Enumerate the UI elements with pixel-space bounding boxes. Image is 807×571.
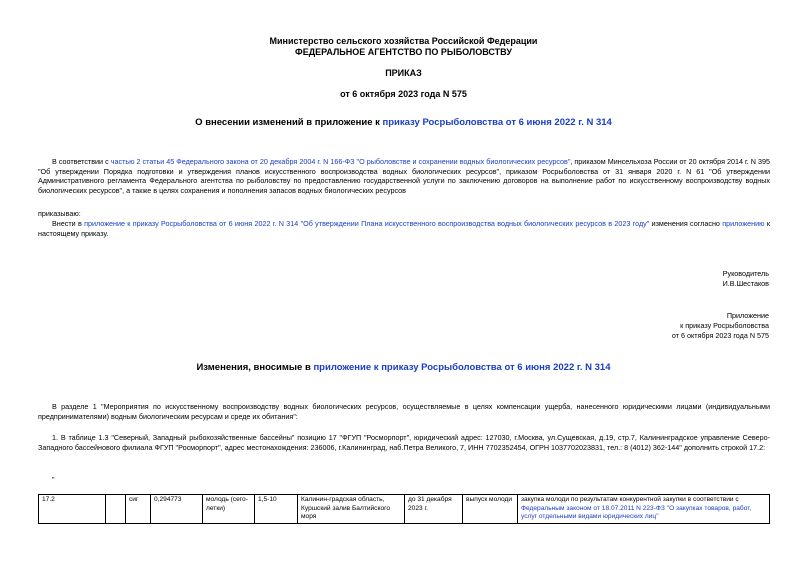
item1-text: 1. В таблице 1.3 "Северный, Западный рыбохозяйственные бассейны" позицию 17 "ФГУП "Росморпорт", юридический адрес: 127030, г.Москва, ул.Сущевская, д.19, стр.7, Калининградское управление Северо-Западного бассейнового филиала ФГУП "Росморпорт", адрес местонахождения: 236006, г.Калининград, наб.Петра Великого, 7, ИНН 7702352454, ОГРН 1037702023831, тел.: 8 (4012) 362-144" дополнить строкой 17.2: [38, 433, 770, 452]
preamble-paragraph [38, 157, 770, 195]
table-cell-quantity: 0,294773 [151, 495, 203, 524]
table-cell-empty [106, 495, 126, 524]
table-cell-activity: выпуск молоди [463, 495, 518, 524]
document-type: ПРИКАЗ [385, 68, 422, 78]
table-cell-method [518, 495, 770, 524]
agency-name: ФЕДЕРАЛЬНОЕ АГЕНТСТВО ПО РЫБОЛОВСТВУ [295, 47, 512, 57]
table-cell-stage: молодь (сего-летки) [203, 495, 255, 524]
order-text-1: Внести в [52, 219, 85, 228]
ministry-name: Министерство сельского хозяйства Российской Федерации [269, 36, 538, 46]
title-link[interactable]: приказу Росрыболовства от 6 июня 2022 г. N 314 [382, 117, 612, 128]
section1-paragraph [38, 402, 770, 421]
table-method-link[interactable]: Федеральным законом от 18.07.2011 N 223-ФЗ "О закупках товаров, работ, услуг отдельными видами юридических лиц" [521, 504, 752, 521]
table-cell-deadline: до 31 декабря 2023 г. [405, 495, 463, 524]
changes-title-text: Изменения, вносимые в [196, 362, 314, 373]
document-title-text: О внесении изменений в приложение к [195, 117, 383, 128]
table-cell-weight: 1,5-10 [255, 495, 298, 524]
section1-text: В разделе 1 "Мероприятия по искусственному воспроизводству водных биологических ресурсов, осуществляемые в целях компенсации ущерба, нанесенного юридическими лицами (индивидуальными предпринимателями) водным биологическим ресурсам и среде их обитания": [38, 402, 770, 421]
order-link-appendix[interactable]: приложение к приказу Росрыболовства от 6 июня 2022 г. N 314 "Об утверждении Плана искусственного воспроизводства водных биологических ресурсов в 2023 году" [84, 219, 650, 228]
changes-title-link[interactable]: приложение к приказу Росрыболовства от 6 июня 2022 г. N 314 [313, 362, 611, 373]
document-date-number: от 6 октября 2023 года N 575 [340, 89, 467, 99]
preamble-link[interactable]: частью 2 статьи 45 Федерального закона от 20 декабря 2004 г. N 166-ФЗ "О рыболовстве и сохранении водных биологических ресурсов" [110, 157, 571, 166]
item1-paragraph [38, 433, 770, 452]
appendix-date-number: от 6 октября 2023 года N 575 [671, 331, 769, 340]
document-title [0, 117, 807, 128]
preamble-text-1: В соответствии с [52, 157, 111, 166]
changes-title [0, 362, 807, 373]
appendix-order-ref: к приказу Росрыболовства [680, 321, 769, 330]
quote-mark-text: " [52, 475, 55, 484]
order-text-2: изменения согласно [649, 219, 723, 228]
table-cell-species: сиг [126, 495, 151, 524]
appendix-label: Приложение [726, 311, 769, 320]
table-cell-location: Калинин-градская область, Куршский залив Балтийского моря [298, 495, 405, 524]
changes-table [38, 494, 770, 524]
order-text-3: к настоящему приказу. [38, 219, 770, 238]
signature-position: Руководитель [722, 269, 769, 278]
preamble-text-2: , приказом Минсельхоза России от 20 октября 2014 г. N 395 "Об утверждении Порядка подготовки и утверждения планов искусственного воспроизводства водных биологических ресурсов", приказом Росрыболовства от 31 января 2020 г. N 61 "Об утверждении Административного регламента Федерального агентства по рыболовству по предоставлению государственной услуги по заключению договоров на выполнение работ по искусственному воспроизводству водных биологических ресурсов", а также в целях сохранения и пополнения запасов водных биологических ресурсов [38, 157, 771, 195]
quote-mark [38, 475, 770, 485]
order-paragraph [38, 219, 770, 238]
order-word: приказываю: [38, 209, 81, 218]
table-cell-number: 17.2 [39, 495, 106, 524]
table-row [39, 495, 770, 524]
order-link-annex[interactable]: приложению [722, 219, 765, 228]
signature-name: И.В.Шестаков [722, 279, 769, 288]
table-method-text: закупка молоди по результатам конкурентной закупки в соответствии с [521, 496, 739, 503]
